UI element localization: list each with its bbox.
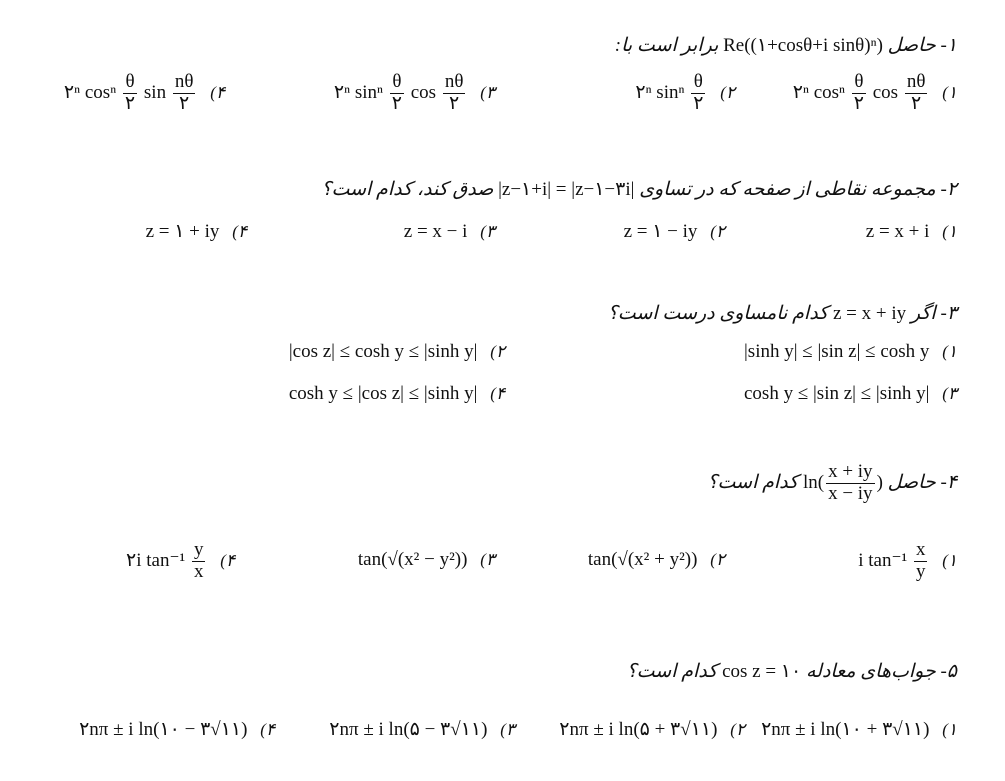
- option-number: ۱): [942, 83, 957, 103]
- option-expression: ۲ⁿ cosⁿ $\frac{\theta}{۲}$ cos $\frac{n\theta}{۲}$: [792, 71, 926, 114]
- question-1-suffix: برابر است با:: [614, 35, 719, 56]
- option-number: ۴): [220, 551, 235, 571]
- option-expression: cosh y ≤ |cos z| ≤ |sinh y|: [288, 382, 478, 404]
- question-5: [627, 660, 957, 683]
- option-expression: ۲i tan⁻¹ $\frac{y}{x}$: [126, 539, 204, 582]
- option-number: ۲): [720, 83, 735, 103]
- option-expression: ۲nπ ± i ln(۵ + ۳√۱۱): [559, 719, 718, 741]
- question-1: [615, 34, 957, 57]
- q5-option-4: [79, 718, 275, 741]
- option-expression: cosh y ≤ |sin z| ≤ |sinh y|: [744, 382, 930, 404]
- option-number: ۳): [480, 83, 495, 103]
- question-4-prefix: ۴- حاصل: [887, 471, 957, 493]
- question-2-math: |z−۱+i| = |z−۱−۳i|: [498, 179, 635, 200]
- option-number: ۲): [710, 221, 725, 241]
- option-expression: i tan⁻¹ $\frac{x}{y}$: [858, 539, 926, 582]
- option-expression: tan(√(x² + y²)): [587, 548, 698, 570]
- question-4-suffix: کدام است؟: [707, 471, 799, 493]
- option-number: ۳): [480, 221, 495, 241]
- q4-option-4: [126, 540, 235, 583]
- option-expression: |cos z| ≤ cosh y ≤ |sinh y|: [288, 340, 478, 362]
- question-1-prefix: ۱- حاصل: [887, 35, 957, 56]
- q3-option-2: [289, 340, 505, 363]
- option-expression: ۲nπ ± i ln(۱۰ − ۳√۱۱): [79, 719, 248, 741]
- option-number: ۳): [500, 719, 515, 739]
- q4-option-2: [588, 548, 725, 571]
- option-expression: ۲ⁿ sinⁿ $\frac{\theta}{۲}$ cos $\frac{n\theta}{۲}$: [333, 71, 464, 114]
- q3-option-3: [744, 382, 957, 405]
- option-number: ۳): [480, 549, 495, 569]
- question-5-suffix: کدام است؟: [626, 661, 718, 682]
- option-number: ۱): [942, 719, 957, 739]
- option-number: ۴): [490, 383, 505, 403]
- q1-option-2: [635, 72, 735, 115]
- q5-option-3: [329, 718, 515, 741]
- option-number: ۲): [490, 341, 505, 361]
- question-2: [321, 178, 957, 201]
- option-number: ۳): [942, 383, 957, 403]
- option-number: ۱): [942, 341, 957, 361]
- option-expression: z = ۱ + iy: [145, 221, 220, 243]
- q1-option-4: [64, 72, 225, 115]
- q2-option-1: [866, 220, 957, 243]
- option-expression: ۲ⁿ cosⁿ $\frac{\theta}{۲}$ sin $\frac{n\theta}{۲}$: [63, 71, 194, 114]
- option-expression: tan(√(x² − y²)): [357, 548, 468, 570]
- question-2-prefix: ۲- مجموعه نقاطی از صفحه که در تساوی: [639, 179, 957, 200]
- q1-option-1: [793, 72, 957, 115]
- question-2-suffix: صدق کند، کدام است؟: [321, 179, 494, 200]
- q2-option-4: [146, 220, 247, 243]
- option-expression: z = x − i: [403, 220, 468, 242]
- option-number: ۲): [730, 719, 745, 739]
- option-expression: ۲ⁿ sinⁿ $\frac{\theta}{۲}$: [635, 71, 704, 114]
- option-number: ۲): [710, 549, 725, 569]
- q3-option-1: [744, 340, 957, 363]
- question-5-prefix: ۵- جواب‌های معادله: [805, 661, 957, 682]
- question-3-prefix: ۳- اگر: [910, 303, 957, 324]
- q2-option-3: [404, 220, 495, 243]
- question-5-math: cos z = ۱۰: [722, 661, 802, 682]
- q5-option-1: [761, 718, 957, 741]
- option-number: ۴): [210, 83, 225, 103]
- q4-option-3: [358, 548, 495, 571]
- question-4: [707, 462, 957, 505]
- q2-option-2: [624, 220, 725, 243]
- option-expression: z = ۱ − iy: [623, 221, 698, 243]
- question-3-suffix: کدام نامساوی درست است؟: [607, 303, 829, 324]
- question-3: [608, 302, 957, 325]
- question-4-math: ln( $\frac{x + iy}{x - iy}$ ): [802, 461, 883, 504]
- option-number: ۴): [232, 221, 247, 241]
- option-number: ۴): [260, 719, 275, 739]
- option-expression: z = x + i: [865, 220, 930, 242]
- q5-option-2: [559, 718, 745, 741]
- option-expression: |sinh y| ≤ |sin z| ≤ cosh y: [744, 340, 930, 362]
- option-number: ۱): [942, 551, 957, 571]
- question-3-math: z = x + iy: [832, 303, 907, 324]
- option-expression: ۲nπ ± i ln(۱۰ + ۳√۱۱): [761, 719, 930, 741]
- question-1-math: Re((۱+cosθ+i sinθ)ⁿ): [723, 35, 883, 56]
- q3-option-4: [289, 382, 505, 405]
- option-expression: ۲nπ ± i ln(۵ − ۳√۱۱): [329, 719, 488, 741]
- q4-option-1: [858, 540, 957, 583]
- option-number: ۱): [942, 221, 957, 241]
- q1-option-3: [334, 72, 495, 115]
